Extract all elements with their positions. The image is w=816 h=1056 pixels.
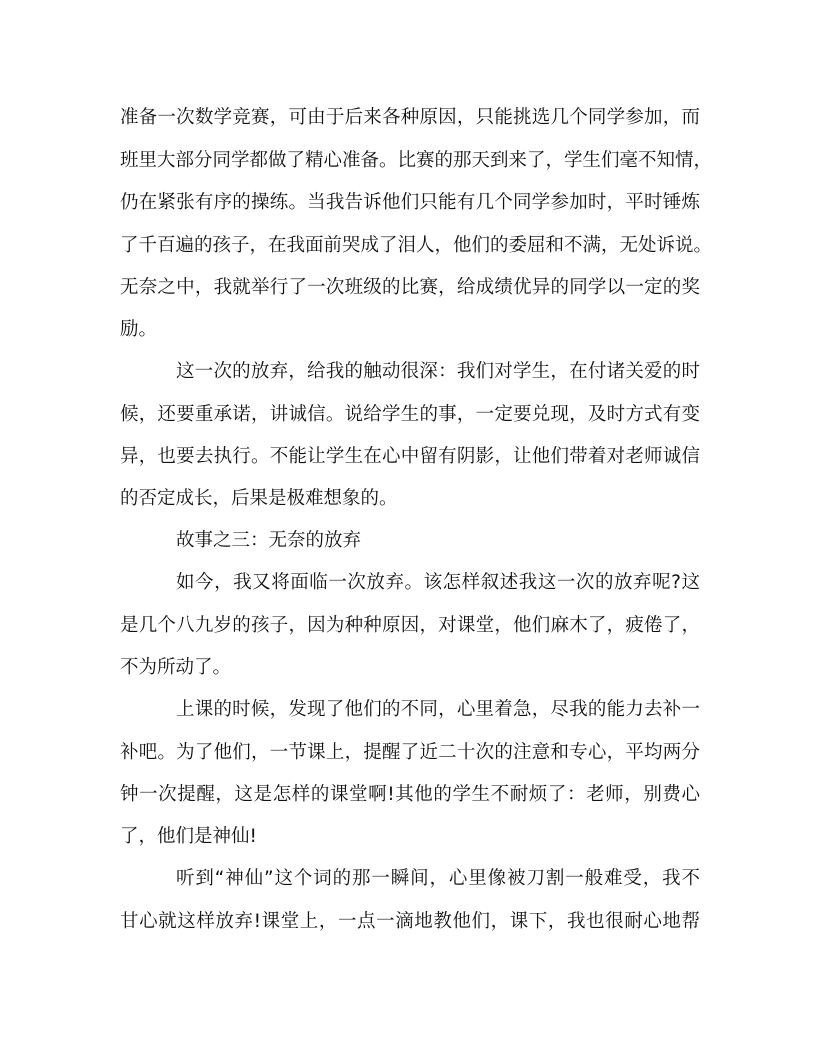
paragraph-first-line: 如今，我又将面临一次放弃。该怎样叙述我这一次的放弃呢?这 <box>176 572 700 593</box>
text-line: 不为所动了。 <box>120 657 232 678</box>
text-line: 候，还要重承诺，讲诚信。说给学生的事，一定要兑现，及时方式有变 <box>120 404 700 425</box>
text-line: 班里大部分同学都做了精心准备。比赛的那天到来了，学生们毫不知情， <box>120 150 713 171</box>
text-line: 励。 <box>120 319 158 340</box>
section-heading: 故事之三：无奈的放弃 <box>176 530 362 551</box>
paragraph-first-line: 上课的时候，发现了他们的不同，心里着急，尽我的能力去补一 <box>176 699 700 720</box>
text-line: 补吧。为了他们，一节课上，提醒了近二十次的注意和专心，平均两分 <box>120 742 700 763</box>
text-line: 无奈之中，我就举行了一次班级的比赛，给成绩优异的同学以一定的奖 <box>120 277 700 298</box>
text-line: 是几个八九岁的孩子，因为种种原因，对课堂，他们麻木了，疲倦了， <box>120 615 700 636</box>
text-line: 了，他们是神仙! <box>120 826 257 847</box>
text-line: 了千百遍的孩子，在我面前哭成了泪人，他们的委屈和不满，无处诉说。 <box>120 235 713 256</box>
text-line: 异，也要去执行。不能让学生在心中留有阴影，让他们带着对老师诚信 <box>120 446 700 467</box>
text-line: 仍在紧张有序的操练。当我告诉他们只能有几个同学参加时，平时锤炼 <box>120 192 700 213</box>
text-line: 准备一次数学竞赛，可由于后来各种原因，只能挑选几个同学参加，而 <box>120 107 700 128</box>
text-line: 甘心就这样放弃!课堂上，一点一滴地教他们，课下，我也很耐心地帮 <box>120 911 700 932</box>
text-line: 钟一次提醒，这是怎样的课堂啊!其他的学生不耐烦了：老师，别费心 <box>120 784 700 805</box>
paragraph-first-line: 听到“神仙”这个词的那一瞬间，心里像被刀割一般难受，我不 <box>176 868 700 889</box>
paragraph-first-line: 这一次的放弃，给我的触动很深：我们对学生，在付诸关爱的时 <box>176 361 700 382</box>
text-line: 的否定成长，后果是极难想象的。 <box>120 488 398 509</box>
